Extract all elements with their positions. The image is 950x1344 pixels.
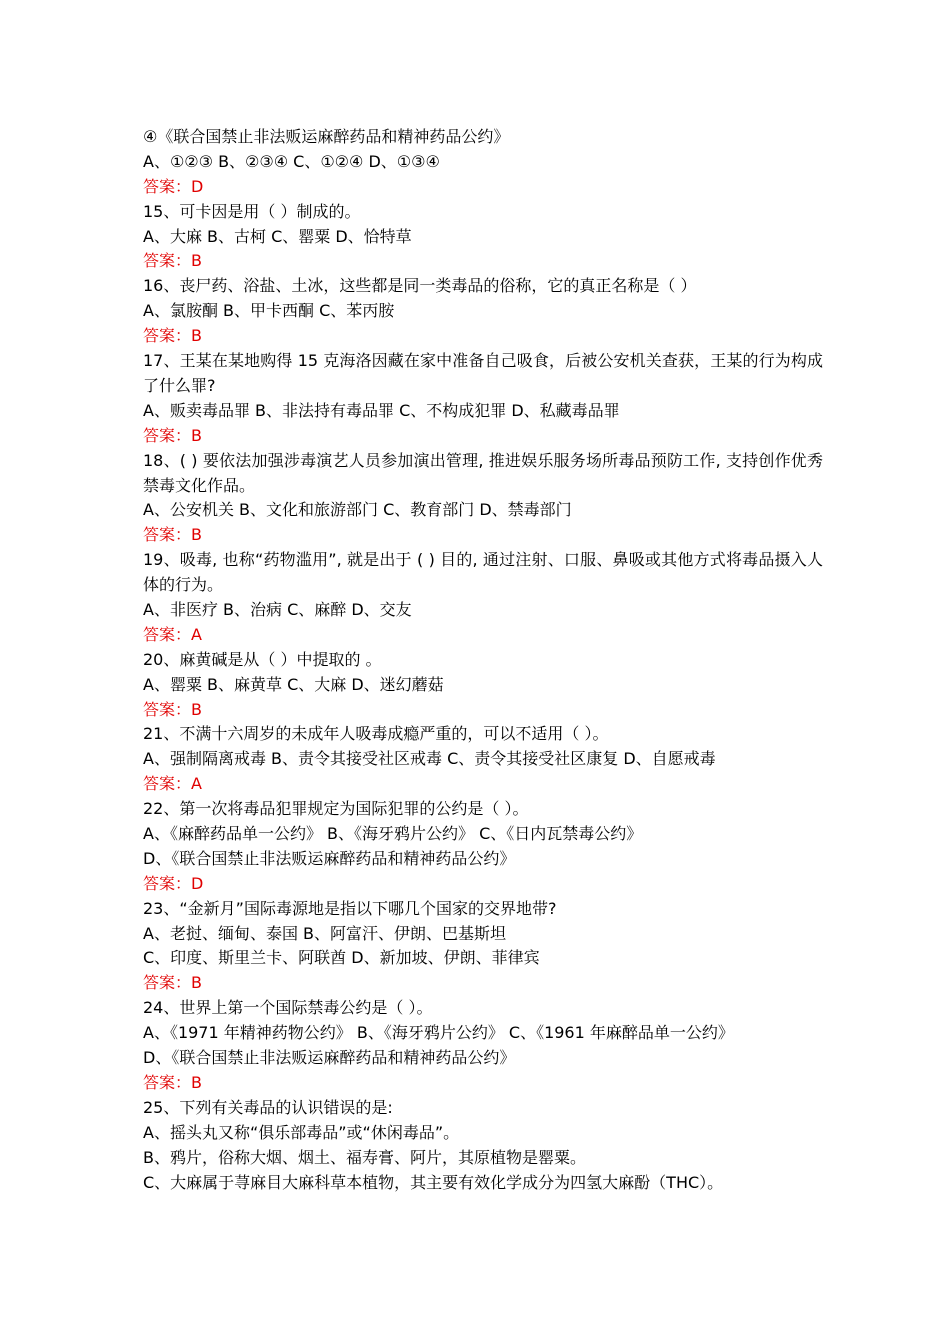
text-line: A、非医疗 B、治病 C、麻醉 D、交友 [143,600,412,620]
answer-line: 答案：D [143,176,204,196]
text-line: 22、第一次将毒品犯罪规定为国际犯罪的公约是（ ）。 [143,799,529,819]
question-line: 17、王某在某地购得 15 克海洛因藏在家中准备自己吸食，后被公安机关查获，王某的行为构成了什么罪? [143,351,823,395]
answer-line: 答案：B [143,425,202,445]
document-page [143,125,823,1195]
answer-line: 答案：B [143,251,202,271]
text-line: A、《麻醉药品单一公约》 B、《海牙鸦片公约》 C、《日内瓦禁毒公约》 [143,824,643,844]
text-line: 15、可卡因是用（ ）制成的。 [143,201,361,221]
answer-line: 答案：B [143,699,202,719]
text-line: A、罂粟 B、麻黄草 C、大麻 D、迷幻蘑菇 [143,674,444,694]
text-line: A、摇头丸又称“俱乐部毒品”或“休闲毒品”。 [143,1122,460,1142]
text-line: A、老挝、缅甸、泰国 B、阿富汗、伊朗、巴基斯坦 [143,923,507,943]
text-line: D、《联合国禁止非法贩运麻醉药品和精神药品公约》 [143,848,516,868]
answer-line: 答案：B [143,525,202,545]
answer-line: 答案：A [143,774,202,794]
text-line: 20、麻黄碱是从（ ）中提取的 。 [143,649,382,669]
text-line: 16、丧尸药、浴盐、土冰，这些都是同一类毒品的俗称，它的真正名称是（ ） [143,276,697,296]
answer-line: 答案：D [143,873,204,893]
question-line: 19、吸毒, 也称“药物滥用”, 就是出于 ( ) 目的, 通过注射、口服、鼻吸或其他方式将毒品摄入人体的行为。 [143,550,823,595]
text-line: A、《1971 年精神药物公约》 B、《海牙鸦片公约》 C、《1961 年麻醉品单一公约》 [143,1023,734,1043]
text-line: B、鸦片，俗称大烟、烟土、福寿膏、阿片，其原植物是罂粟。 [143,1147,586,1167]
answer-line: 答案：B [143,326,202,346]
text-line: 24、世界上第一个国际禁毒公约是（ ）。 [143,998,433,1018]
text-line: A、①②③ B、②③④ C、①②④ D、①③④ [143,151,440,171]
text-line: 21、不满十六周岁的未成年人吸毒成瘾严重的，可以不适用（ ）。 [143,724,609,744]
text-line: 25、下列有关毒品的认识错误的是: [143,1097,393,1117]
question-line: 18、( ) 要依法加强涉毒演艺人员参加演出管理, 推进娱乐服务场所毒品预防工作, 支持创作优秀禁毒文化作品。 [143,450,823,495]
text-line: C、大麻属于荨麻目大麻科草本植物，其主要有效化学成分为四氢大麻酚（THC）。 [143,1172,724,1192]
answer-line: 答案：B [143,1072,202,1092]
text-line: C、印度、斯里兰卡、阿联酋 D、新加坡、伊朗、菲律宾 [143,948,540,968]
text-line: A、强制隔离戒毒 B、责令其接受社区戒毒 C、责令其接受社区康复 D、自愿戒毒 [143,749,716,769]
answer-line: 答案：A [143,624,202,644]
text-line: A、氯胺酮 B、甲卡西酮 C、苯丙胺 [143,301,395,321]
text-line: ④《联合国禁止非法贩运麻醉药品和精神药品公约》 [143,127,510,146]
text-line: A、大麻 B、古柯 C、罂粟 D、恰特草 [143,226,412,246]
text-line: 23、“金新月”国际毒源地是指以下哪几个国家的交界地带? [143,898,557,918]
answer-line: 答案：B [143,973,202,993]
text-line: D、《联合国禁止非法贩运麻醉药品和精神药品公约》 [143,1048,516,1068]
text-line: A、贩卖毒品罪 B、非法持有毒品罪 C、不构成犯罪 D、私藏毒品罪 [143,400,620,420]
text-line: A、公安机关 B、文化和旅游部门 C、教育部门 D、禁毒部门 [143,500,572,520]
